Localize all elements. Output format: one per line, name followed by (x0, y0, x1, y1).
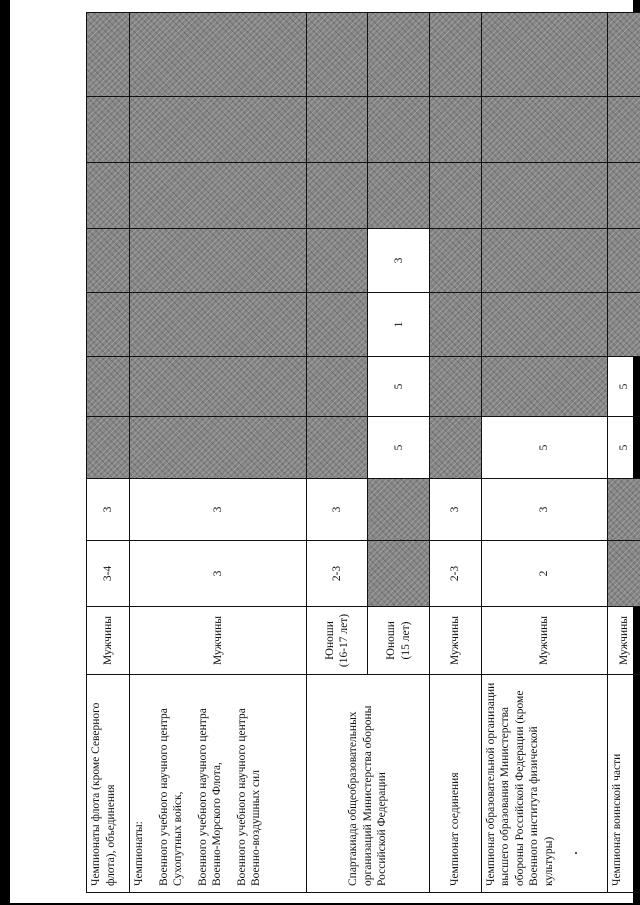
value-cell (481, 163, 607, 229)
value-cell (430, 293, 481, 357)
value-cell (430, 163, 481, 229)
value-cell: 3 (87, 479, 130, 541)
value-cell: 2-3 (430, 541, 481, 607)
value-cell (368, 541, 430, 607)
value-cell: 2-3 (306, 541, 368, 607)
value-cell (430, 229, 481, 293)
value-cell (607, 97, 640, 163)
value-cell: 3 (130, 479, 306, 541)
value-cell: 5 (607, 357, 640, 417)
value-cell (87, 357, 130, 417)
value-cell (430, 357, 481, 417)
category-cell: Юноши (16-17 лет) (306, 607, 368, 675)
competition-cell: Чемпионаты: Военного учебного научного центра Сухопутных войск, Военного учебного научного центра Военно-Морского Флота, Военного учебного научного центра Военно-воздушных сил (130, 675, 306, 893)
value-cell (430, 13, 481, 97)
value-cell: 5 (481, 417, 607, 479)
value-cell (607, 541, 640, 607)
value-cell (481, 229, 607, 293)
table-row (430, 13, 481, 893)
value-cell (368, 97, 430, 163)
table-row (481, 13, 607, 893)
value-cell (306, 229, 368, 293)
category-cell: Мужчины (607, 607, 640, 675)
value-cell (306, 357, 368, 417)
value-cell (87, 163, 130, 229)
value-cell (130, 163, 306, 229)
value-cell: 5 (368, 417, 430, 479)
table-row (607, 13, 640, 893)
value-cell: 1 (368, 293, 430, 357)
value-cell: 3 (481, 479, 607, 541)
value-cell (87, 293, 130, 357)
value-cell (430, 417, 481, 479)
competition-cell: Спартакиада общеобразовательных организаций Министерства обороны Российской Федерации (306, 675, 430, 893)
competition-cell: Чемпионат соединения (430, 675, 481, 893)
competition-cell: Чемпионат образовательной организации высшего образования Министерства обороны Российской Федерации (кроме Военного института физической культуры) (481, 675, 607, 893)
value-cell (130, 357, 306, 417)
value-cell (87, 13, 130, 97)
value-cell (87, 97, 130, 163)
value-cell: 3 (130, 541, 306, 607)
value-cell (481, 293, 607, 357)
value-cell (607, 479, 640, 541)
value-cell (130, 13, 306, 97)
competition-cell: Чемпионаты флота (кроме Северного флота), объединения (87, 675, 130, 893)
table-row (130, 13, 306, 893)
value-cell: 3-4 (87, 541, 130, 607)
value-cell (306, 417, 368, 479)
value-cell (130, 97, 306, 163)
category-cell: Мужчины (87, 607, 130, 675)
value-cell (306, 163, 368, 229)
value-cell (368, 479, 430, 541)
rotated-table-wrapper (86, 63, 640, 893)
category-cell: Мужчины (130, 607, 306, 675)
value-cell (481, 357, 607, 417)
value-cell: 3 (368, 229, 430, 293)
table-row (87, 13, 130, 893)
value-cell (607, 229, 640, 293)
value-cell: 2 (481, 541, 607, 607)
value-cell (368, 13, 430, 97)
scan-speck (575, 852, 577, 854)
value-cell: 3 (430, 479, 481, 541)
value-cell (306, 293, 368, 357)
value-cell (306, 97, 368, 163)
competition-table (86, 12, 640, 893)
value-cell (430, 97, 481, 163)
document-page (10, 0, 633, 903)
value-cell (306, 13, 368, 97)
category-cell: Мужчины (481, 607, 607, 675)
value-cell (481, 97, 607, 163)
value-cell (607, 13, 640, 97)
value-cell (481, 13, 607, 97)
value-cell (368, 163, 430, 229)
value-cell (130, 229, 306, 293)
category-cell: Мужчины (430, 607, 481, 675)
value-cell (130, 293, 306, 357)
value-cell (607, 293, 640, 357)
value-cell: 5 (607, 417, 640, 479)
category-cell: Юноши (15 лет) (368, 607, 430, 675)
competition-cell: Чемпионат воинской части (607, 675, 640, 893)
value-cell: 5 (368, 357, 430, 417)
value-cell: 3 (306, 479, 368, 541)
value-cell (87, 229, 130, 293)
value-cell (607, 163, 640, 229)
value-cell (130, 417, 306, 479)
value-cell (87, 417, 130, 479)
table-row (306, 13, 368, 893)
